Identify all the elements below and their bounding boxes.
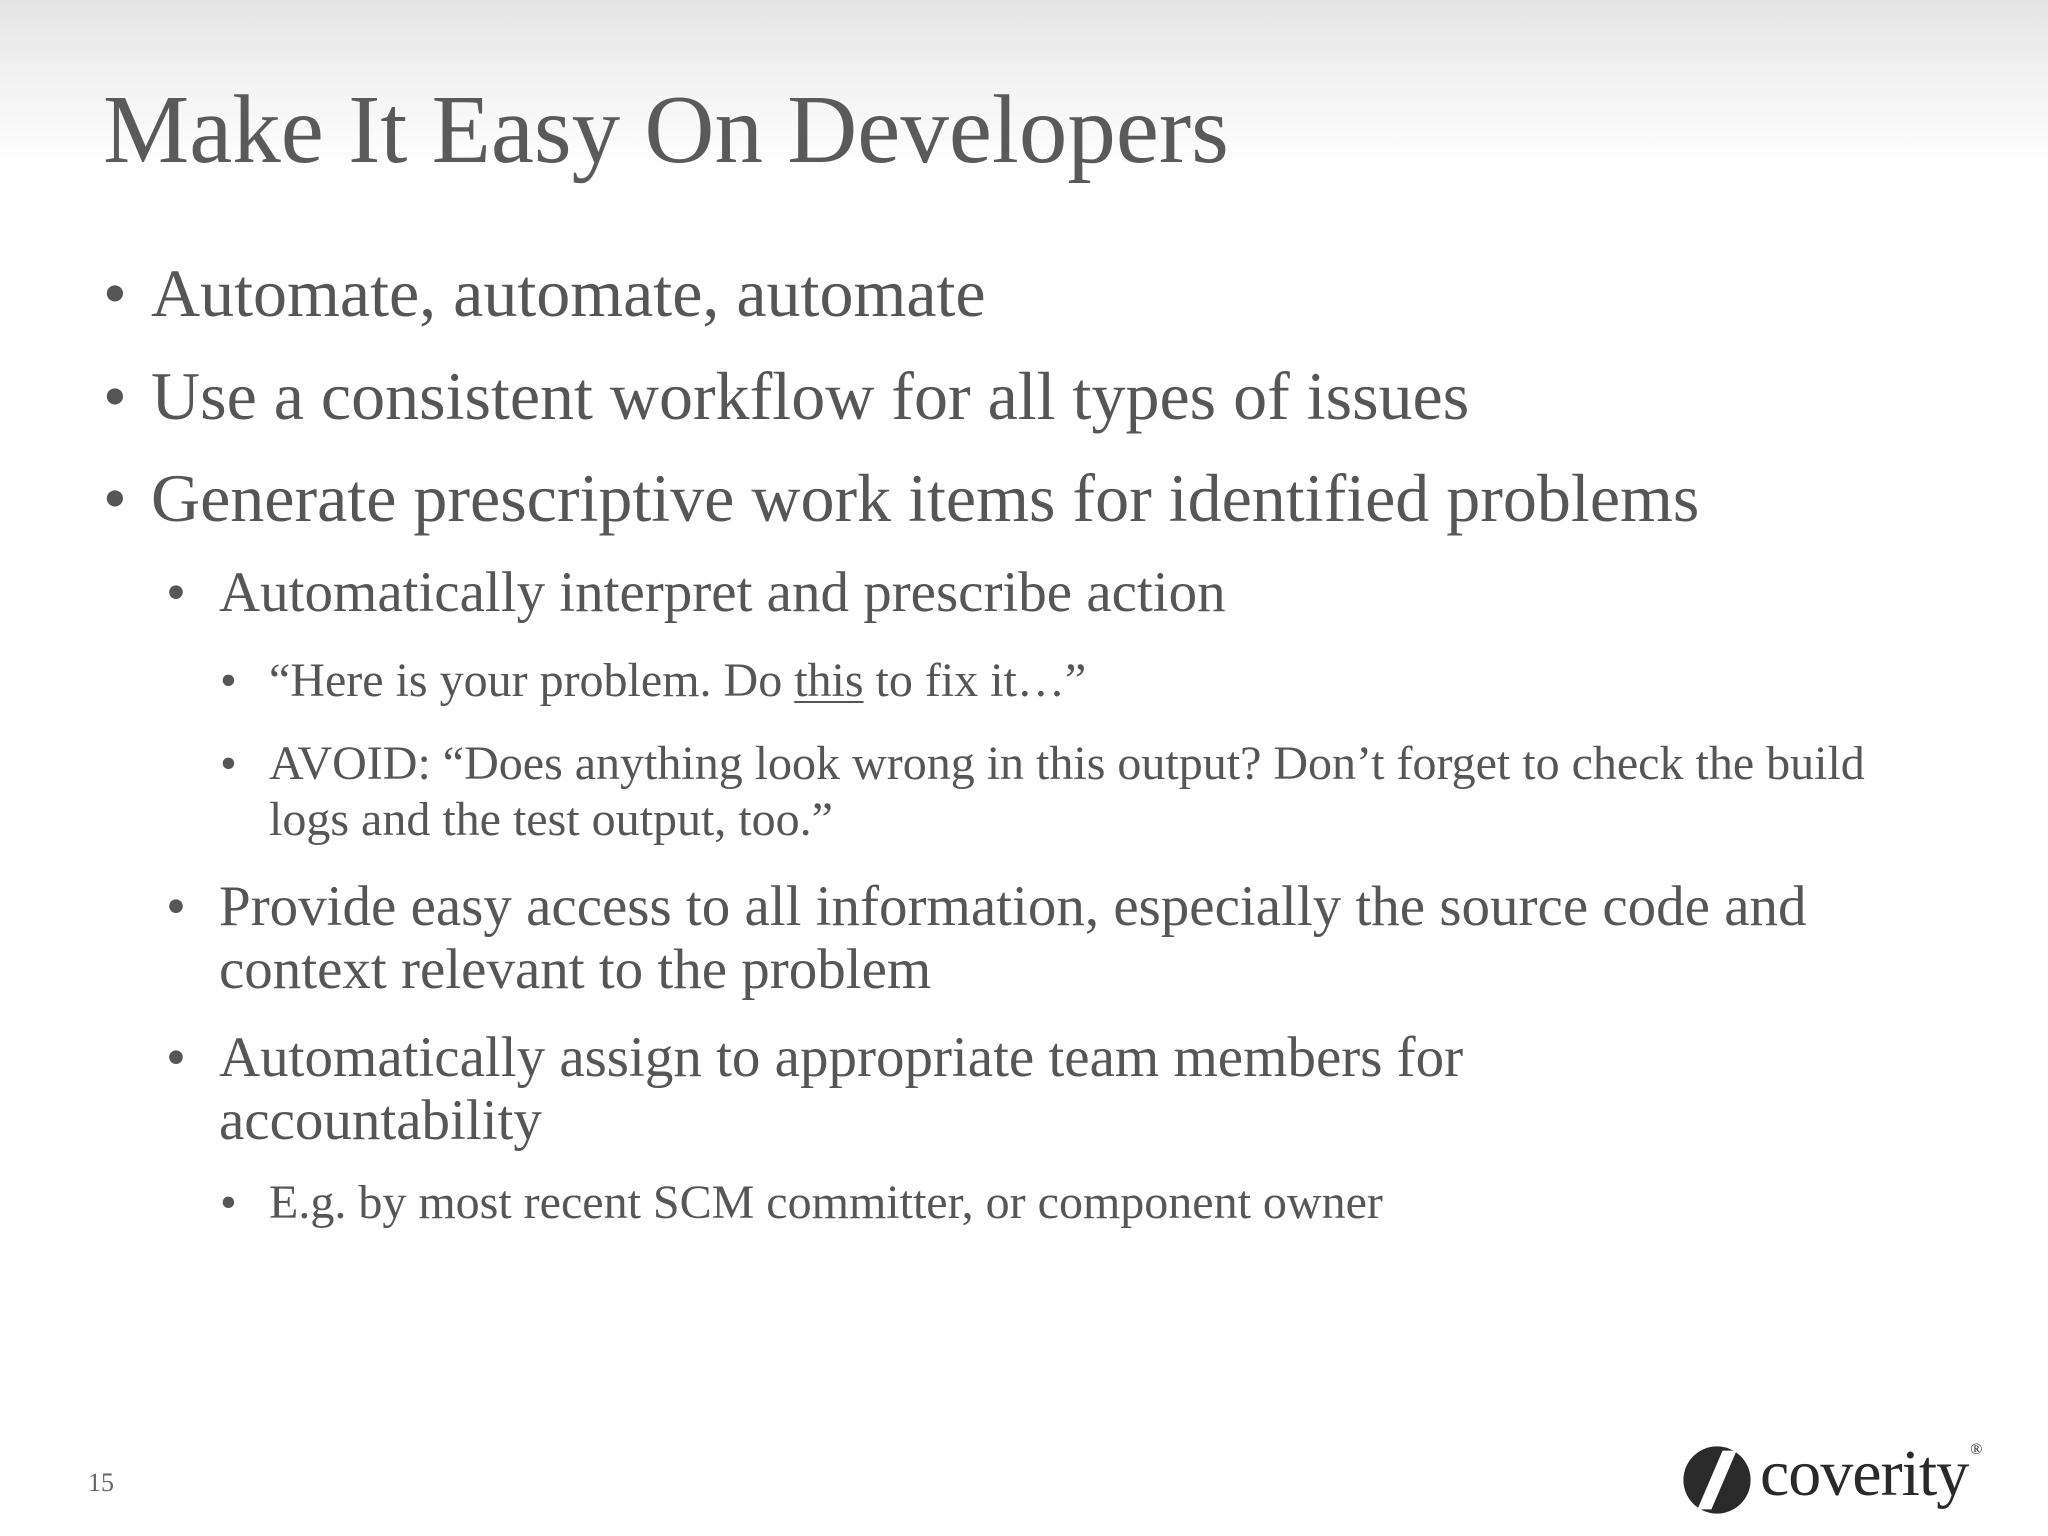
underlined-word: this bbox=[794, 654, 864, 707]
coverity-slash-logo-icon bbox=[1682, 1445, 1752, 1515]
sub-sub-bullet-item bbox=[220, 1175, 1940, 1231]
bullet-text: E.g. by most recent SCM committer, or component owner bbox=[269, 1176, 1383, 1229]
quote-text-end: to fix it…” bbox=[863, 654, 1087, 707]
bullet-text: Automatically interpret and prescribe action bbox=[219, 561, 1226, 624]
bullet-marker: • bbox=[103, 460, 127, 536]
sub-bullet-item bbox=[166, 562, 1966, 625]
sub-sub-bullet-item bbox=[220, 736, 1940, 848]
bullet-marker: • bbox=[220, 737, 237, 790]
coverity-logo bbox=[1682, 1437, 1983, 1520]
sub-bullet-item bbox=[166, 1027, 1966, 1152]
bullet-marker: • bbox=[220, 654, 237, 707]
bullet-marker: • bbox=[103, 358, 127, 434]
bullet-text: Use a consistent workflow for all types of issues bbox=[151, 358, 1470, 434]
slide-title: Make It Easy On Developers bbox=[103, 76, 1229, 183]
bullet-marker: • bbox=[166, 1026, 186, 1089]
bullet-text: AVOID: “Does anything look wrong in this output? Don’t forget to check the build logs and the test output, too.” bbox=[269, 737, 1865, 847]
sub-sub-bullet-item bbox=[220, 653, 1940, 709]
bullet-item bbox=[103, 359, 1963, 434]
bullet-text bbox=[269, 653, 1940, 709]
bullet-marker: • bbox=[166, 561, 186, 624]
sub-bullet-item bbox=[166, 876, 1966, 1001]
bullet-text: Generate prescriptive work items for identified problems bbox=[151, 460, 1700, 536]
bullet-item bbox=[103, 461, 1963, 536]
bullet-marker: • bbox=[220, 1176, 237, 1229]
logo-wordmark: coverity bbox=[1760, 1437, 1969, 1510]
quote-text-start: “Here is your problem. Do bbox=[269, 654, 795, 707]
page-number: 15 bbox=[88, 1468, 114, 1497]
bullet-marker: • bbox=[166, 875, 186, 938]
bullet-text: Provide easy access to all information, especially the source code and context relevant to the problem bbox=[219, 875, 1807, 1001]
bullet-text: Automate, automate, automate bbox=[151, 255, 986, 331]
bullet-item bbox=[103, 256, 1963, 331]
registered-mark: ® bbox=[1970, 1441, 1983, 1458]
bullet-marker: • bbox=[103, 255, 127, 331]
bullet-text: Automatically assign to appropriate team members for accountability bbox=[219, 1026, 1464, 1152]
